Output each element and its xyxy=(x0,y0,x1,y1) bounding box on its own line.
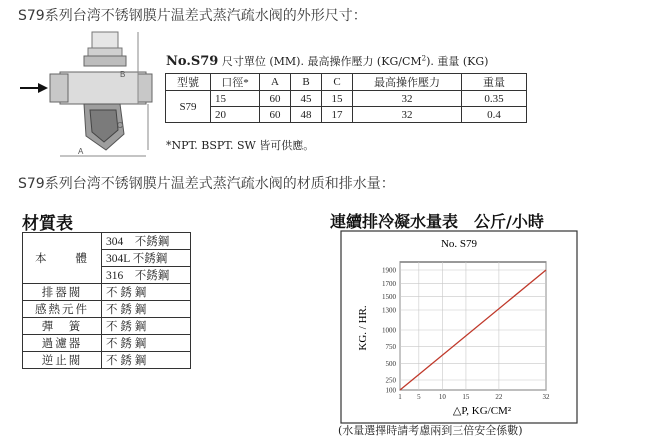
flow-chart xyxy=(340,230,578,424)
x-tick-label: 32 xyxy=(542,393,550,401)
y-tick-label: 1500 xyxy=(382,293,396,302)
materials-label: 逆止閥 xyxy=(23,352,102,369)
materials-row xyxy=(23,318,191,335)
chart-title: No. S79 xyxy=(440,238,478,250)
materials-value: 不 銹 鋼 xyxy=(102,335,191,352)
materials-row xyxy=(23,284,191,301)
materials-label: 彈 簧 xyxy=(23,318,102,335)
spec-cell: 0.35 xyxy=(462,91,527,107)
spec-caption-sup: 2 xyxy=(421,54,427,63)
spec-cell: 15 xyxy=(322,91,353,107)
materials-value: 304L 不銹鋼 xyxy=(102,250,191,267)
materials-value: 不 銹 鋼 xyxy=(102,301,191,318)
spec-header: B xyxy=(291,74,322,91)
materials-body-label: 本 體 xyxy=(23,233,102,284)
spec-cell: 32 xyxy=(353,91,462,107)
heading-dimensions: S79系列台湾不锈钢膜片温差式蒸汽疏水阀的外形尺寸： xyxy=(18,8,367,24)
x-tick-label: 5 xyxy=(417,393,421,401)
materials-row xyxy=(23,301,191,318)
spec-cell: 0.4 xyxy=(462,107,527,123)
materials-value: 不 銹 鋼 xyxy=(102,318,191,335)
spec-cell: 60 xyxy=(260,91,291,107)
spec-header: 最高操作壓力 xyxy=(353,74,462,91)
dim-A-label: A xyxy=(78,147,84,156)
chart-note: (水量選擇時請考慮兩到三倍安全係數) xyxy=(338,424,523,437)
y-tick-label: 1900 xyxy=(382,266,396,275)
x-tick-label: 22 xyxy=(495,393,503,401)
y-tick-label: 100 xyxy=(385,386,396,395)
spec-cell: 48 xyxy=(291,107,322,123)
spec-header: 型號 xyxy=(166,74,211,91)
spec-cell: 15 xyxy=(211,91,260,107)
spec-caption xyxy=(166,53,488,69)
materials-row xyxy=(23,352,191,369)
spec-header: C xyxy=(322,74,353,91)
materials-label: 過濾器 xyxy=(23,335,102,352)
spec-caption-text: 尺寸單位 (MM). 最高操作壓力 (KG/CM xyxy=(218,55,422,68)
materials-label: 感熱元件 xyxy=(23,301,102,318)
spec-row xyxy=(166,107,527,123)
chart-xlabel: △P, KG/CM² xyxy=(452,405,512,417)
spec-header: A xyxy=(260,74,291,91)
materials-row xyxy=(23,335,191,352)
materials-value: 316 不銹鋼 xyxy=(102,267,191,284)
materials-table xyxy=(22,232,191,369)
y-tick-label: 500 xyxy=(385,359,396,368)
spec-cell: 60 xyxy=(260,107,291,123)
spec-model-cell: S79 xyxy=(166,91,211,123)
spec-table xyxy=(165,73,527,123)
y-tick-label: 1300 xyxy=(382,306,396,315)
chart-ylabel: KG. / HR. xyxy=(357,305,369,351)
materials-value: 不 銹 鋼 xyxy=(102,352,191,369)
x-tick-label: 15 xyxy=(462,393,470,401)
dim-C-label: C xyxy=(117,121,123,130)
y-tick-label: 250 xyxy=(385,376,396,385)
spec-note: *NPT. BSPT. SW 皆可供應。 xyxy=(166,139,315,152)
spec-header-row xyxy=(166,74,527,91)
materials-value: 304 不銹鋼 xyxy=(102,233,191,250)
valve-diagram xyxy=(20,26,160,162)
spec-cell: 20 xyxy=(211,107,260,123)
y-tick-label: 750 xyxy=(385,343,396,352)
materials-label: 排器閥 xyxy=(23,284,102,301)
spec-header: 重量 xyxy=(462,74,527,91)
dim-B-label: B xyxy=(120,70,126,79)
y-tick-label: 1700 xyxy=(382,279,396,288)
spec-caption-end: ). 重量 (KG) xyxy=(426,55,489,68)
heading-materials: S79系列台湾不锈钢膜片温差式蒸汽疏水阀的材质和排水量： xyxy=(18,176,395,192)
chart-heading: 連續排冷凝水量表 公斤/小時 xyxy=(330,212,544,231)
y-tick-label: 1000 xyxy=(382,326,396,335)
materials-title: 材質表 xyxy=(22,214,73,234)
spec-cell: 45 xyxy=(291,91,322,107)
materials-row xyxy=(23,233,191,250)
spec-cell: 32 xyxy=(353,107,462,123)
spec-cell: 17 xyxy=(322,107,353,123)
x-tick-label: 10 xyxy=(438,393,446,401)
x-tick-label: 1 xyxy=(398,393,402,401)
materials-value: 不 銹 鋼 xyxy=(102,284,191,301)
spec-model: No.S79 xyxy=(166,54,219,69)
spec-header: 口徑* xyxy=(211,74,260,91)
spec-row xyxy=(166,91,527,107)
